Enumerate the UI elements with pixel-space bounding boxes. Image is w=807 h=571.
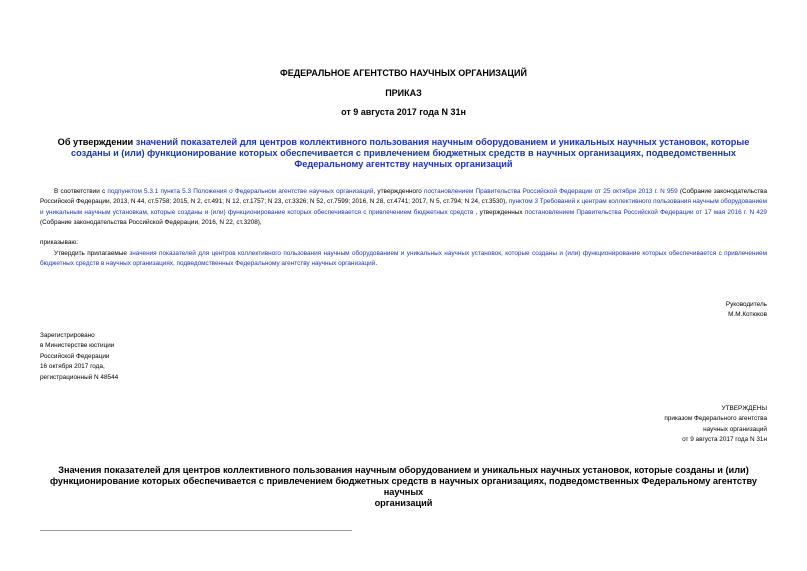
preamble-link-regulation[interactable]: подпунктом 5.3.1 пункта 5.3 Положения о Федеральном агентстве научных организаций xyxy=(107,188,374,195)
preamble-link-decree-959[interactable]: постановлением Правительства Российской Федерации от 25 октября 2013 г. N 959 xyxy=(424,188,678,195)
approved-line-4: от 9 августа 2017 года N 31н xyxy=(682,436,767,444)
approved-line-2: приказом Федерального агентства xyxy=(664,415,767,423)
preamble-link-requirements[interactable]: пунктом 3 Требований к центрам коллективного пользования научным оборудованием и уникальным научным установкам, которые созданы и (или) функционирование которых обеспечивается с привлечением бюджетных средств xyxy=(40,198,767,216)
preamble-text-1: В соответствии с xyxy=(54,188,108,195)
appendix-title-line-2: функционирование которых обеспечивается с привлечением бюджетных средств в научных организациях, подведомственных Федеральному агентству научных xyxy=(50,476,757,497)
doc-title xyxy=(40,137,767,170)
footnote-divider xyxy=(40,530,352,531)
signature-block xyxy=(726,300,767,321)
registration-line-4: 16 октября 2017 года, xyxy=(40,363,105,371)
preamble-text-5: (Собрание законодательства Российской Федерации, 2016, N 22, ст.3208), xyxy=(40,219,262,227)
approved-line-1: УТВЕРЖДЕНЫ xyxy=(721,405,767,412)
registration-block xyxy=(40,331,118,383)
appendix-title xyxy=(40,465,767,509)
preamble-text-3: (Собрание законодательства Российской Федерации, 2013, N 44, ст.5758; 2015, N 2, ст.491; N 12, ст.1757; N 23, ст.3326; N 52, ст.7599; 2016, N 28, ст.4741; 2017, N 5, ст.794; N 24, ст.3530), xyxy=(40,188,768,206)
doc-title-link[interactable]: значений показателей для центров коллективного пользования научным оборудованием и уникальных научных установок, которые созданы и (или) функционирование которых обеспечивается с привлечением бюджетных средств в научных организациях, подведомственных Федеральному агентству научных организаций xyxy=(71,137,750,169)
approve-link-values[interactable]: значения показателей для центров коллективного пользования научным оборудованием и уникальных научных установок, которые созданы и (или) функционирование которых обеспечивается с привлечением бюджетных средств в научных организациях, подведомственных Федеральному агентству научных организаций xyxy=(40,250,767,268)
doc-date-number: от 9 августа 2017 года N 31н xyxy=(341,107,466,117)
preamble-link-decree-429[interactable]: постановлением Правительства Российской Федерации от 17 мая 2016 г. N 429 xyxy=(524,208,767,216)
approve-text-1: Утвердить прилагаемые xyxy=(54,250,130,257)
agency-name: ФЕДЕРАЛЬНОЕ АГЕНТСТВО НАУЧНЫХ ОРГАНИЗАЦИЙ xyxy=(280,68,527,78)
order-word: приказываю: xyxy=(40,239,78,246)
approve-text-2: . xyxy=(375,260,378,268)
signature-name: М.М.Котюков xyxy=(728,311,767,319)
registration-line-2: в Министерстве юстиции xyxy=(40,342,115,350)
approved-line-3: научных организаций xyxy=(703,425,767,433)
doc-title-prefix: Об утверждении xyxy=(57,137,136,147)
appendix-title-line-3: организаций xyxy=(374,498,433,508)
appendix-title-line-1: Значения показателей для центров коллективного пользования научным оборудованием и уникальных научных установок, которые созданы и (или) xyxy=(58,465,749,475)
approve-paragraph xyxy=(40,249,767,270)
preamble-text-4: , утвержденных xyxy=(473,208,525,216)
doc-type: ПРИКАЗ xyxy=(385,88,422,98)
approved-block xyxy=(664,404,767,446)
registration-line-5: регистрационный N 48544 xyxy=(40,373,119,381)
preamble-paragraph xyxy=(40,187,767,229)
signature-role: Руководитель xyxy=(725,301,767,308)
registration-line-3: Российской Федерации xyxy=(40,352,110,360)
registration-line-1: Зарегистрировано xyxy=(40,332,95,339)
preamble-text-2: , утвержденного xyxy=(373,188,425,195)
